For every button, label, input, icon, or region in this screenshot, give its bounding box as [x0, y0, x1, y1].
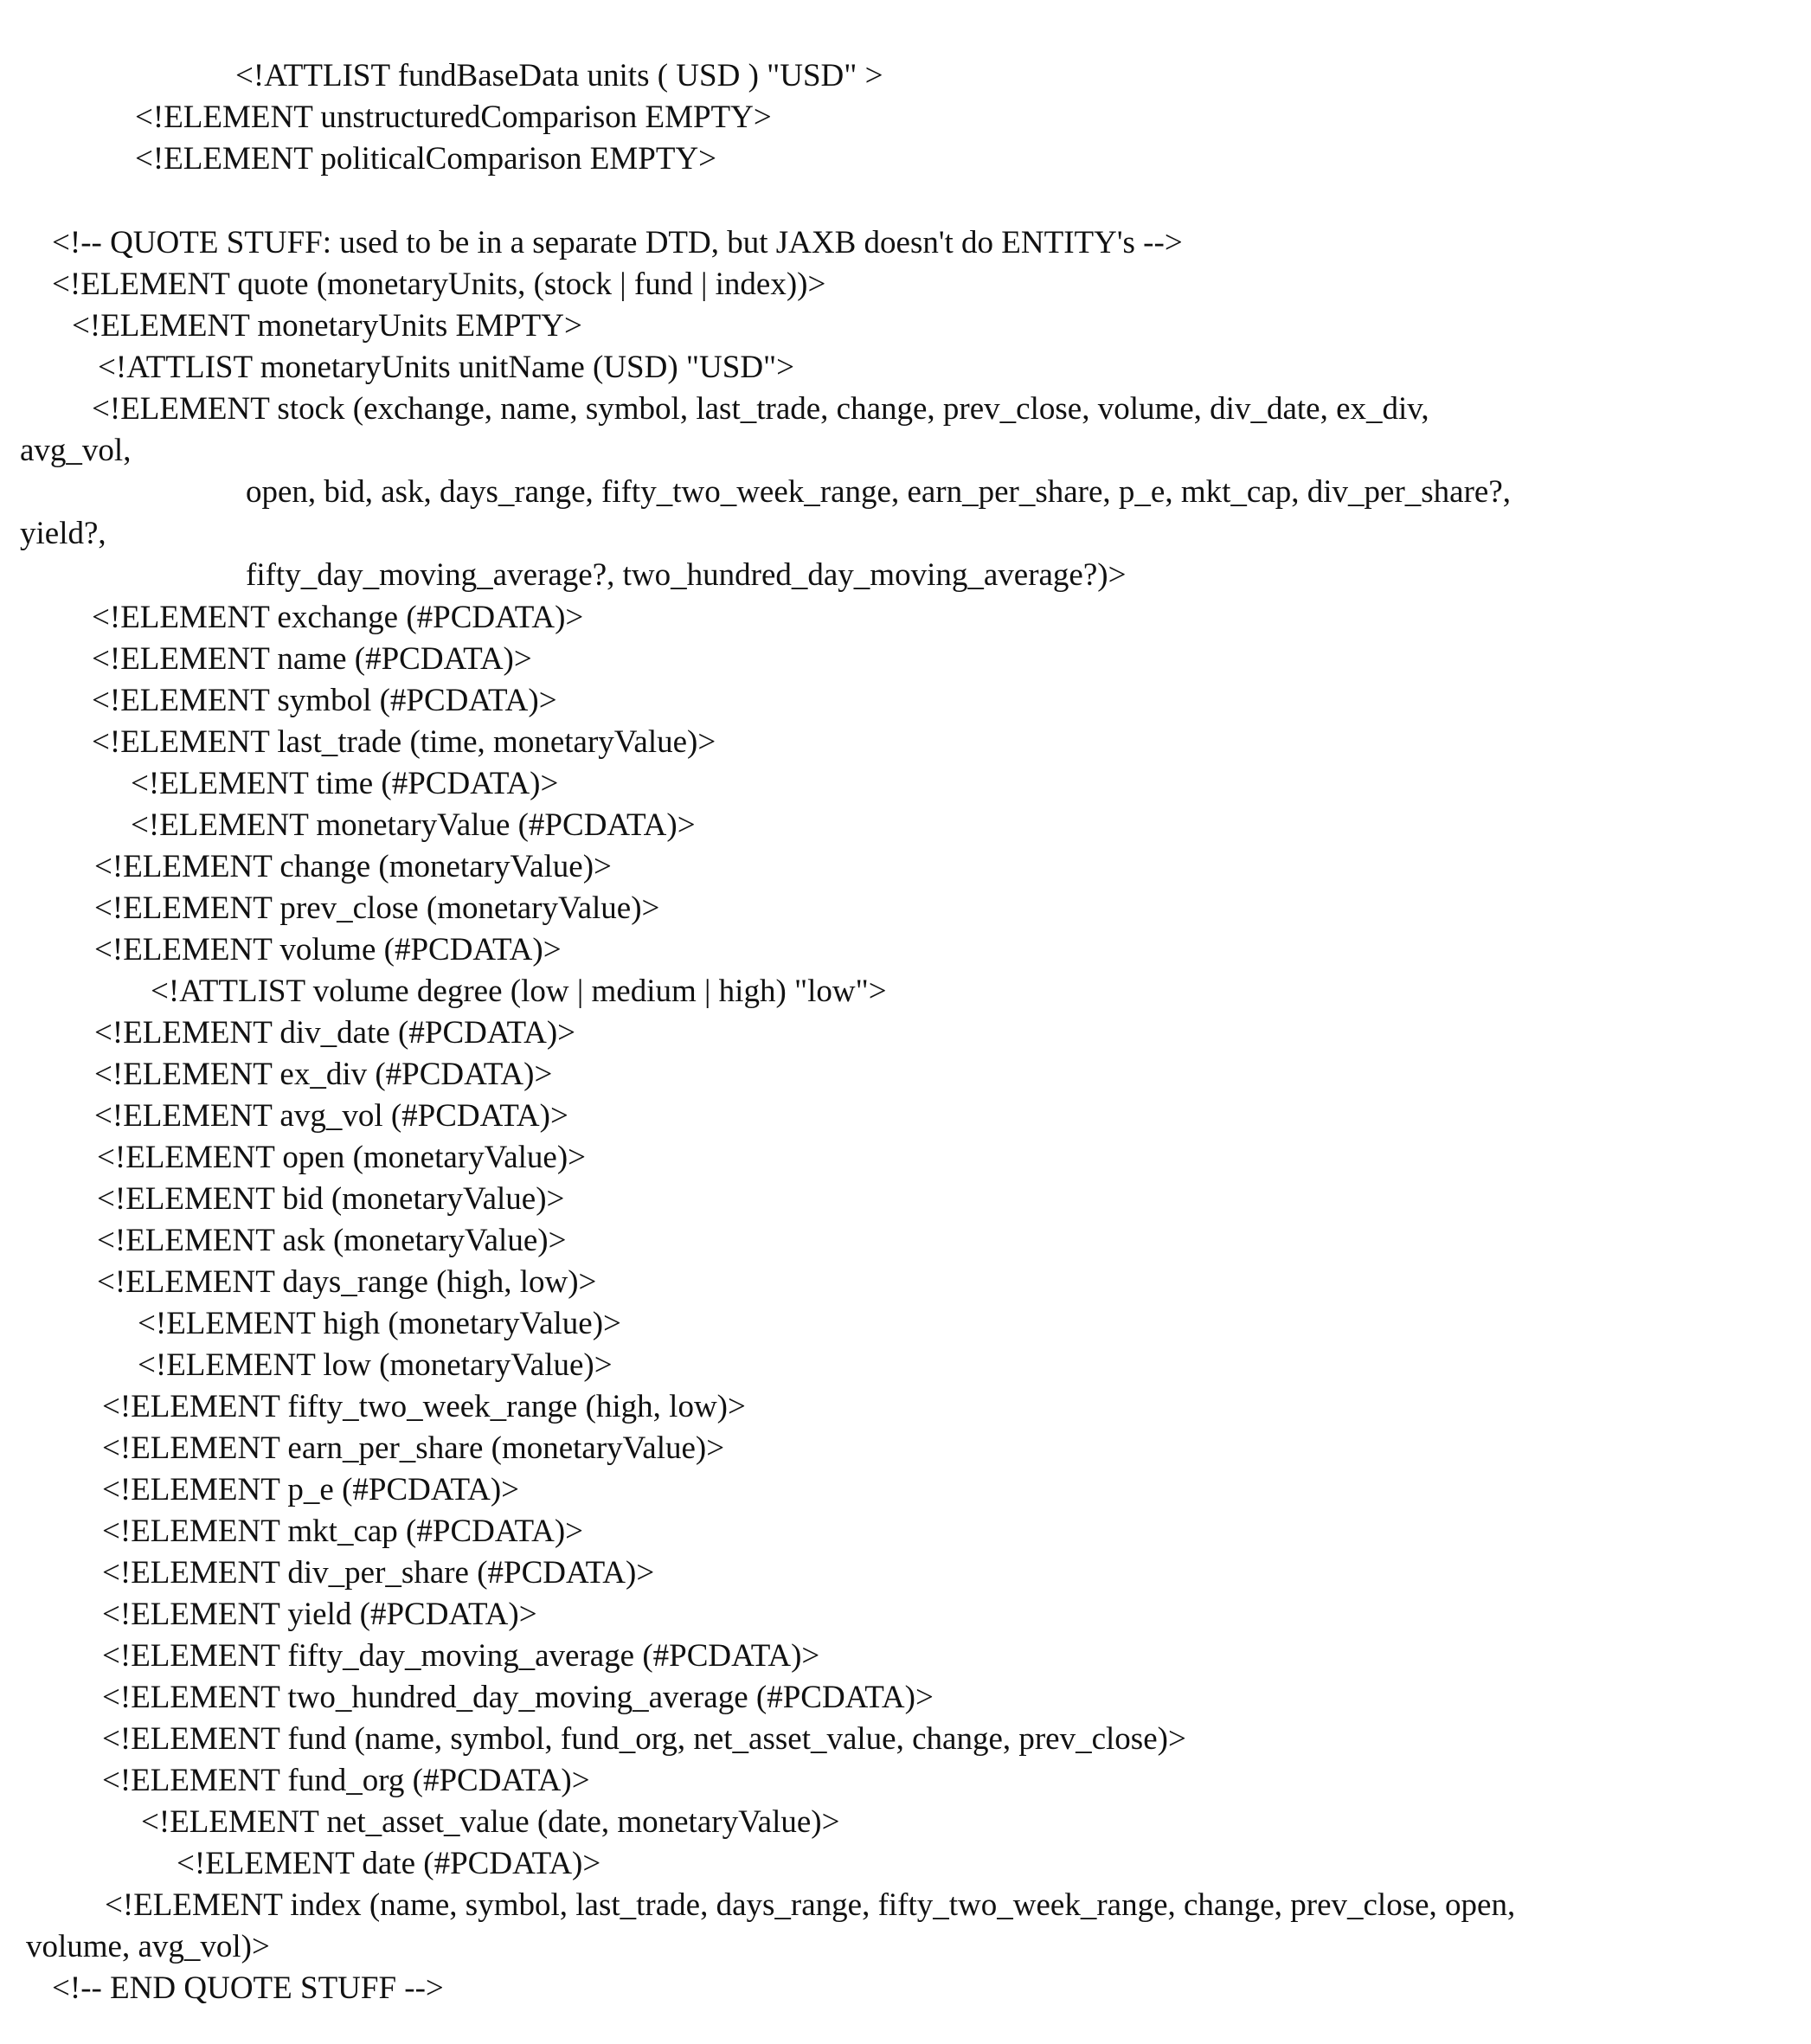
code-line: <!ELEMENT high (monetaryValue)> — [138, 1303, 621, 1345]
code-line: <!ELEMENT div_date (#PCDATA)> — [94, 1012, 575, 1054]
code-line: <!ELEMENT date (#PCDATA)> — [177, 1843, 600, 1885]
code-line: <!ELEMENT net_asset_value (date, monetaryValue)> — [141, 1802, 840, 1843]
code-line: <!ELEMENT quote (monetaryUnits, (stock | fund | index))> — [52, 264, 825, 305]
code-line: <!ELEMENT yield (#PCDATA)> — [102, 1594, 537, 1636]
code-line: <!ELEMENT fund (name, symbol, fund_org, net_asset_value, change, prev_close)> — [102, 1719, 1186, 1760]
code-line: <!ELEMENT ask (monetaryValue)> — [97, 1220, 566, 1262]
code-line: open, bid, ask, days_range, fifty_two_week_range, earn_per_share, p_e, mkt_cap, div_per_share?, — [246, 472, 1511, 513]
code-line: <!ELEMENT fifty_two_week_range (high, low)> — [102, 1386, 746, 1428]
code-line: <!ELEMENT volume (#PCDATA)> — [94, 929, 562, 971]
code-line: <!ELEMENT unstructuredComparison EMPTY> — [135, 97, 772, 138]
code-line: <!ELEMENT open (monetaryValue)> — [97, 1137, 586, 1179]
code-line: <!ELEMENT bid (monetaryValue)> — [97, 1179, 564, 1220]
code-line: <!ELEMENT two_hundred_day_moving_average (#PCDATA)> — [102, 1677, 934, 1719]
code-line: <!ELEMENT earn_per_share (monetaryValue)> — [102, 1428, 724, 1469]
code-line: <!ELEMENT name (#PCDATA)> — [92, 639, 532, 680]
code-line: <!ELEMENT politicalComparison EMPTY> — [135, 138, 716, 180]
code-line: <!ELEMENT days_range (high, low)> — [97, 1262, 596, 1303]
code-line: fifty_day_moving_average?, two_hundred_day_moving_average?)> — [246, 555, 1126, 596]
code-line: <!ATTLIST fundBaseData units ( USD ) "USD" > — [235, 55, 883, 97]
code-line: <!ELEMENT monetaryUnits EMPTY> — [72, 305, 582, 347]
code-line: <!ELEMENT time (#PCDATA)> — [131, 763, 558, 805]
code-line: volume, avg_vol)> — [26, 1926, 270, 1968]
code-line: <!ATTLIST volume degree (low | medium | high) "low"> — [151, 971, 887, 1012]
code-line: <!ELEMENT monetaryValue (#PCDATA)> — [131, 805, 696, 846]
code-line: <!ELEMENT last_trade (time, monetaryValue)> — [92, 722, 716, 763]
code-line: <!ELEMENT symbol (#PCDATA)> — [92, 680, 557, 722]
code-comment: <!-- END QUOTE STUFF --> — [52, 1968, 444, 2009]
code-line: <!ATTLIST monetaryUnits unitName (USD) "USD"> — [98, 347, 794, 389]
code-line: <!ELEMENT fund_org (#PCDATA)> — [102, 1760, 590, 1802]
code-line: <!ELEMENT ex_div (#PCDATA)> — [94, 1054, 552, 1096]
code-line: <!ELEMENT p_e (#PCDATA)> — [102, 1469, 519, 1511]
code-line: <!ELEMENT exchange (#PCDATA)> — [92, 597, 583, 639]
code-line: yield?, — [20, 513, 106, 555]
code-line: <!ELEMENT change (monetaryValue)> — [94, 846, 612, 888]
code-line: <!ELEMENT stock (exchange, name, symbol, last_trade, change, prev_close, volume, div_date, ex_div, — [92, 389, 1429, 430]
code-line: <!ELEMENT mkt_cap (#PCDATA)> — [102, 1511, 583, 1552]
code-line: <!ELEMENT prev_close (monetaryValue)> — [94, 888, 659, 929]
code-line: <!ELEMENT avg_vol (#PCDATA)> — [94, 1096, 568, 1137]
code-line: <!ELEMENT index (name, symbol, last_trade, days_range, fifty_two_week_range, change, prev_close, open, — [105, 1885, 1515, 1926]
code-line: <!ELEMENT fifty_day_moving_average (#PCDATA)> — [102, 1636, 819, 1677]
code-line: <!ELEMENT div_per_share (#PCDATA)> — [102, 1552, 654, 1594]
code-line: avg_vol, — [20, 430, 131, 472]
code-line: <!ELEMENT low (monetaryValue)> — [138, 1345, 613, 1386]
code-comment: <!-- QUOTE STUFF: used to be in a separate DTD, but JAXB doesn't do ENTITY's --> — [52, 222, 1183, 264]
